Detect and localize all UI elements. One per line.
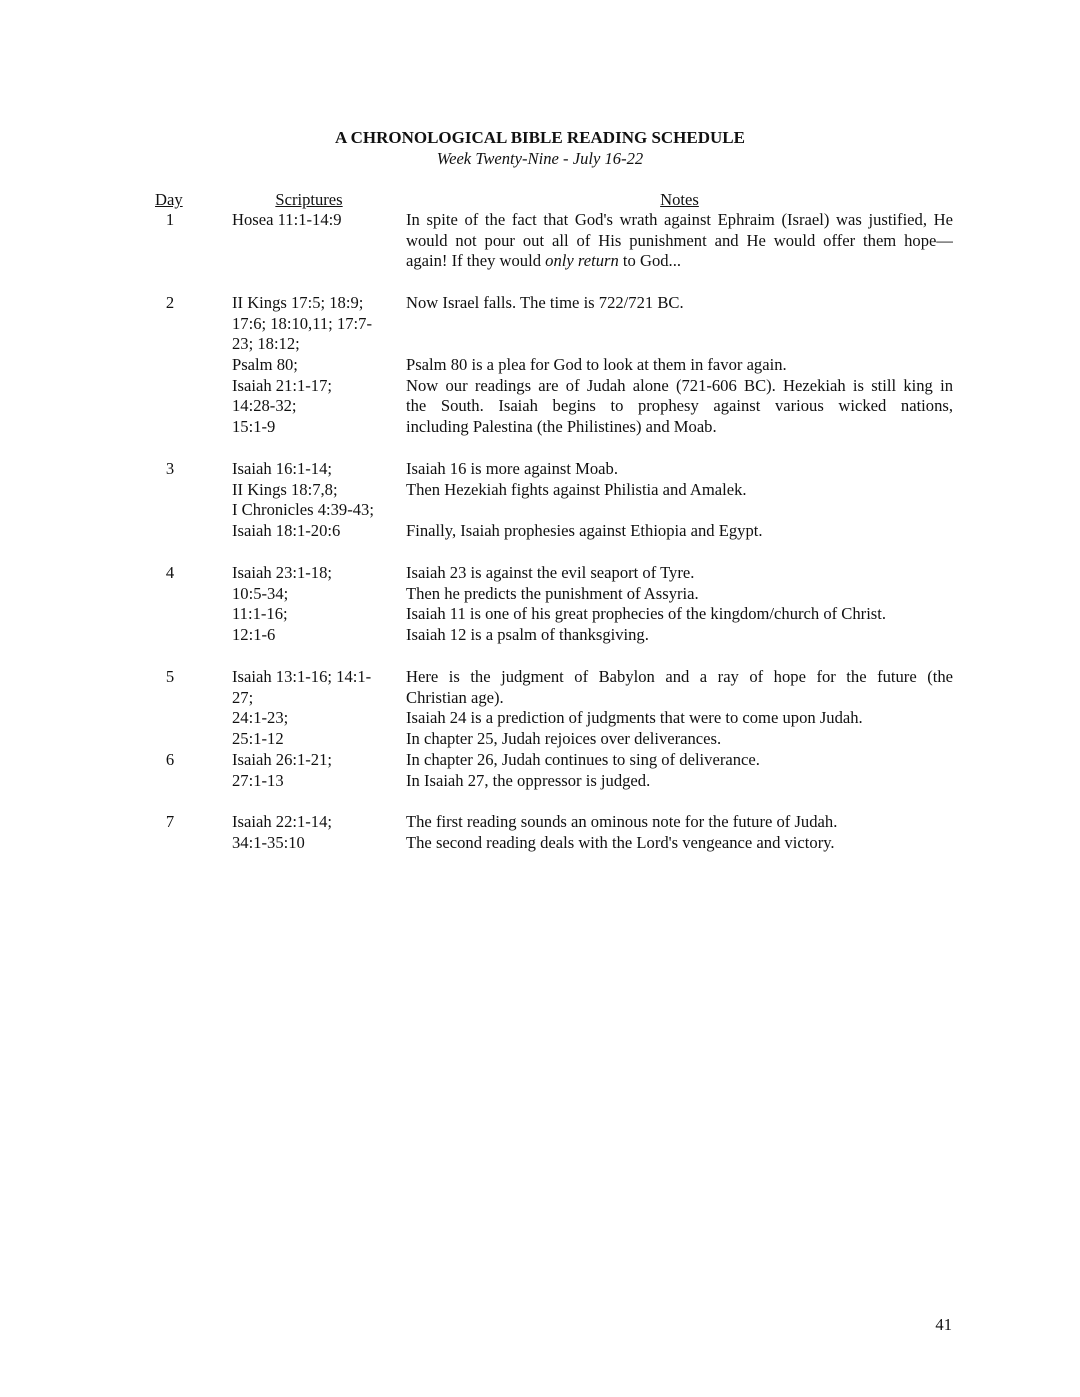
note-list bbox=[406, 459, 953, 542]
page-number: 41 bbox=[935, 1315, 952, 1334]
day-number: 2 bbox=[165, 293, 175, 312]
note-list bbox=[406, 563, 953, 646]
note-emphasis: only return bbox=[545, 251, 619, 271]
note-fragment: again! If they would bbox=[406, 251, 546, 271]
note-line: Isaiah 11 is one of his great prophecies of the kingdom/church of Christ. bbox=[406, 604, 887, 624]
note-fragment: to God... bbox=[618, 251, 681, 271]
note-line: Now our readings are of Judah alone (721-606 BC). Hezekiah is still king in bbox=[406, 375, 953, 395]
note-line: would not pour out all of His punishment and He would offer them hope— bbox=[406, 230, 953, 250]
scripture-line: II Kings 18:7,8; bbox=[232, 479, 338, 499]
scripture-line: 15:1-9 bbox=[232, 417, 276, 437]
scripture-line: Isaiah 26:1-21; bbox=[232, 750, 333, 769]
scripture-list bbox=[232, 210, 392, 231]
note-line: In Isaiah 27, the oppressor is judged. bbox=[406, 770, 651, 790]
scripture-line: 27:1-13 bbox=[232, 770, 284, 790]
scripture-line: 10:5-34; bbox=[232, 583, 289, 603]
page-subtitle: Week Twenty-Nine - July 16-22 bbox=[436, 149, 644, 168]
scripture-line: Hosea 11:1-14:9 bbox=[232, 210, 342, 229]
note-line bbox=[406, 251, 953, 272]
day-number: 5 bbox=[165, 667, 175, 686]
note-line: including Palestina (the Philistines) and Moab. bbox=[406, 417, 717, 437]
scripture-line: Isaiah 13:1-16; 14:1- bbox=[232, 667, 372, 686]
note-line: In chapter 26, Judah continues to sing of deliverance. bbox=[406, 750, 760, 769]
scripture-list bbox=[232, 750, 392, 791]
header-notes: Notes bbox=[660, 190, 699, 209]
note-line bbox=[406, 314, 953, 335]
scripture-line: Isaiah 21:1-17; bbox=[232, 375, 333, 395]
note-line: Christian age). bbox=[406, 687, 504, 707]
scripture-line: 34:1-35:10 bbox=[232, 832, 305, 852]
scripture-list bbox=[232, 459, 392, 542]
note-line: Then he predicts the punishment of Assyria. bbox=[406, 583, 699, 603]
scripture-list bbox=[232, 812, 392, 853]
note-line: Isaiah 12 is a psalm of thanksgiving. bbox=[406, 625, 649, 645]
scripture-line: 14:28-32; bbox=[232, 396, 297, 416]
header-day: Day bbox=[155, 190, 183, 209]
scripture-line: Isaiah 18:1-20:6 bbox=[232, 521, 341, 541]
scripture-line: 11:1-16; bbox=[232, 604, 288, 624]
day-number: 6 bbox=[165, 750, 175, 769]
note-line: The second reading deals with the Lord's vengeance and victory. bbox=[406, 832, 835, 852]
day-number: 3 bbox=[165, 459, 175, 478]
note-line: Here is the judgment of Babylon and a ray of hope for the future (the bbox=[406, 667, 953, 686]
scripture-line: Psalm 80; bbox=[232, 355, 298, 375]
scripture-line: Isaiah 22:1-14; bbox=[232, 812, 333, 831]
note-line: Finally, Isaiah prophesies against Ethiopia and Egypt. bbox=[406, 521, 763, 541]
note-line: Isaiah 16 is more against Moab. bbox=[406, 459, 618, 478]
note-line: Psalm 80 is a plea for God to look at them in favor again. bbox=[406, 355, 787, 375]
note-list bbox=[406, 812, 953, 853]
scripture-line: II Kings 17:5; 18:9; bbox=[232, 293, 364, 312]
scripture-list bbox=[232, 563, 392, 646]
note-line: Isaiah 23 is against the evil seaport of Tyre. bbox=[406, 563, 695, 582]
scripture-list bbox=[232, 293, 392, 438]
scripture-line: I Chronicles 4:39-43; bbox=[232, 500, 374, 520]
note-list bbox=[406, 750, 953, 791]
note-line: Then Hezekiah fights against Philistia and Amalek. bbox=[406, 479, 747, 499]
header-scriptures: Scriptures bbox=[275, 190, 343, 209]
note-line: In chapter 25, Judah rejoices over deliverances. bbox=[406, 729, 722, 749]
note-list bbox=[406, 667, 953, 750]
note-list bbox=[406, 210, 953, 272]
scripture-line: 12:1-6 bbox=[232, 625, 276, 645]
note-line: Isaiah 24 is a prediction of judgments that were to come upon Judah. bbox=[406, 708, 863, 728]
scripture-line: 27; bbox=[232, 687, 254, 707]
scripture-line: Isaiah 23:1-18; bbox=[232, 563, 333, 582]
scripture-line: 23; 18:12; bbox=[232, 334, 300, 354]
note-line: the South. Isaiah begins to prophesy against various wicked nations, bbox=[406, 396, 953, 416]
scripture-line: 25:1-12 bbox=[232, 729, 284, 749]
note-line: Now Israel falls. The time is 722/721 BC. bbox=[406, 293, 684, 312]
note-list bbox=[406, 293, 953, 438]
page-title: A CHRONOLOGICAL BIBLE READING SCHEDULE bbox=[335, 128, 745, 147]
day-number: 4 bbox=[165, 563, 175, 582]
scripture-line: Isaiah 16:1-14; bbox=[232, 459, 333, 478]
scripture-list bbox=[232, 667, 392, 750]
scripture-line: 24:1-23; bbox=[232, 708, 289, 728]
day-number: 1 bbox=[165, 210, 175, 229]
day-number: 7 bbox=[165, 812, 175, 831]
note-line: In spite of the fact that God's wrath against Ephraim (Israel) was justified, He bbox=[406, 210, 953, 229]
note-line bbox=[406, 334, 953, 355]
note-line bbox=[406, 500, 953, 521]
note-line: The first reading sounds an ominous note for the future of Judah. bbox=[406, 812, 838, 831]
scripture-line: 17:6; 18:10,11; 17:7- bbox=[232, 313, 372, 333]
